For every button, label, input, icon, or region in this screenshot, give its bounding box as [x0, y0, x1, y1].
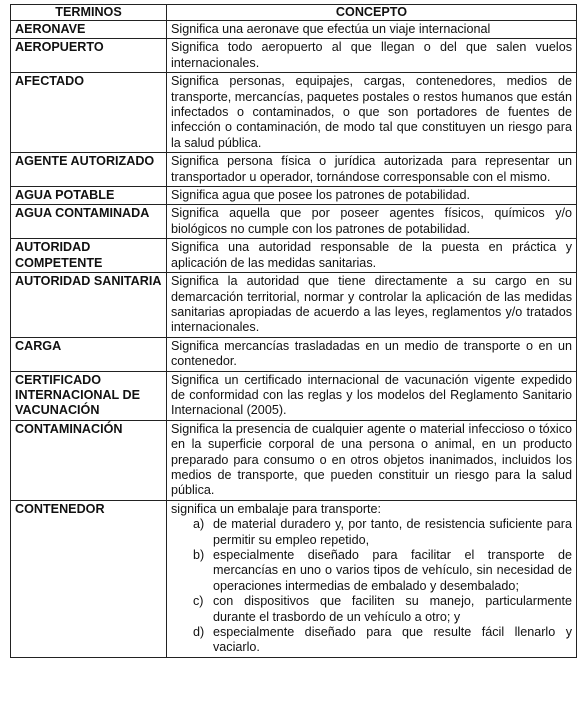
concept-cell: Significa la autoridad que tiene directamente a su cargo en su demarcación territorial, normar y controlar la aplicación de las medidas sanitarias apropiadas de acuerdo a las leyes, reglamentos y/o tratados internacionales.: [167, 273, 577, 338]
table-row: [11, 205, 577, 239]
concept-cell: Significa una autoridad responsable de la puesta en práctica y aplicación de las medidas sanitarias.: [167, 239, 577, 273]
term-cell: CONTAMINACIÓN: [11, 420, 167, 500]
list-marker: b): [193, 548, 205, 562]
concept-cell: Significa agua que posee los patrones de potabilidad.: [167, 187, 577, 205]
term-cell: AGUA CONTAMINADA: [11, 205, 167, 239]
table-row: [11, 153, 577, 187]
table-row-contenedor: [11, 500, 577, 657]
concept-cell: Significa persona física o jurídica autorizada para representar un transportador u operador, tornándose corresponsable con el mismo.: [167, 153, 577, 187]
term-cell: AGENTE AUTORIZADO: [11, 153, 167, 187]
list-item: [193, 594, 572, 625]
table-row: [11, 337, 577, 371]
list-item: [193, 548, 572, 594]
list-marker: d): [193, 625, 205, 640]
term-cell: AFECTADO: [11, 73, 167, 153]
table-row: [11, 239, 577, 273]
concept-cell: Significa una aeronave que efectúa un viaje internacional: [167, 21, 577, 39]
list-item: [193, 517, 572, 548]
list-marker: c): [193, 594, 204, 609]
concept-cell: Significa todo aeropuerto al que llegan o del que salen vuelos internacionales.: [167, 39, 577, 73]
list-text: con dispositivos que faciliten su manejo, particularmente durante el trasbordo de un vehículo a otro; y: [213, 594, 572, 624]
list-text: especialmente diseñado para que resulte fácil llenarlo y vaciarlo.: [213, 625, 572, 655]
concept-cell: Significa personas, equipajes, cargas, contenedores, medios de transporte, mercancías, paquetes postales o restos humanos que están infectados o contaminados, o que son portadores de fuentes de infección o contaminación, de modo tal que constituyen un riesgo para la salud pública.: [167, 73, 577, 153]
table-row: [11, 21, 577, 39]
concept-cell: [167, 500, 577, 657]
table-row: [11, 187, 577, 205]
term-cell: CERTIFICADO INTERNACIONAL DE VACUNACIÓN: [11, 371, 167, 420]
list-item: [193, 625, 572, 656]
term-cell: AERONAVE: [11, 21, 167, 39]
concept-cell: Significa mercancías trasladadas en un medio de transporte o en un contenedor.: [167, 337, 577, 371]
term-cell: AUTORIDAD SANITARIA: [11, 273, 167, 338]
header-row: [11, 5, 577, 21]
concept-cell: Significa un certificado internacional de vacunación vigente expedido de conformidad con las reglas y los modelos del Reglamento Sanitario Internacional (2005).: [167, 371, 577, 420]
header-terminos: TERMINOS: [11, 5, 167, 21]
header-concepto: CONCEPTO: [167, 5, 577, 21]
term-cell: AEROPUERTO: [11, 39, 167, 73]
term-cell: CARGA: [11, 337, 167, 371]
term-cell: AGUA POTABLE: [11, 187, 167, 205]
table-row: [11, 273, 577, 338]
concept-list: [171, 517, 572, 656]
table-row: [11, 371, 577, 420]
concept-cell: Significa la presencia de cualquier agente o material infeccioso o tóxico en la superficie corporal de una persona o animal, en un producto preparado para consumo o en otros objetos inanimados, incluidos los medios de transporte, que pueden constituir un riesgo para la salud pública.: [167, 420, 577, 500]
table-row: [11, 73, 577, 153]
term-cell: CONTENEDOR: [11, 500, 167, 657]
list-marker: a): [193, 517, 205, 532]
term-cell: AUTORIDAD COMPETENTE: [11, 239, 167, 273]
concept-intro: significa un embalaje para transporte:: [171, 501, 382, 516]
definitions-table: [10, 4, 577, 658]
list-text: de material duradero y, por tanto, de resistencia suficiente para permitir su empleo repetido,: [213, 517, 572, 547]
list-text: especialmente diseñado para facilitar el transporte de mercancías en uno o varios tipos de vehículo, sin necesidad de operaciones intermedias de embalado y desembalado;: [213, 548, 572, 593]
table-row: [11, 39, 577, 73]
concept-cell: Significa aquella que por poseer agentes físicos, químicos y/o biológicos no cumple con los patrones de potabilidad.: [167, 205, 577, 239]
table-row: [11, 420, 577, 500]
